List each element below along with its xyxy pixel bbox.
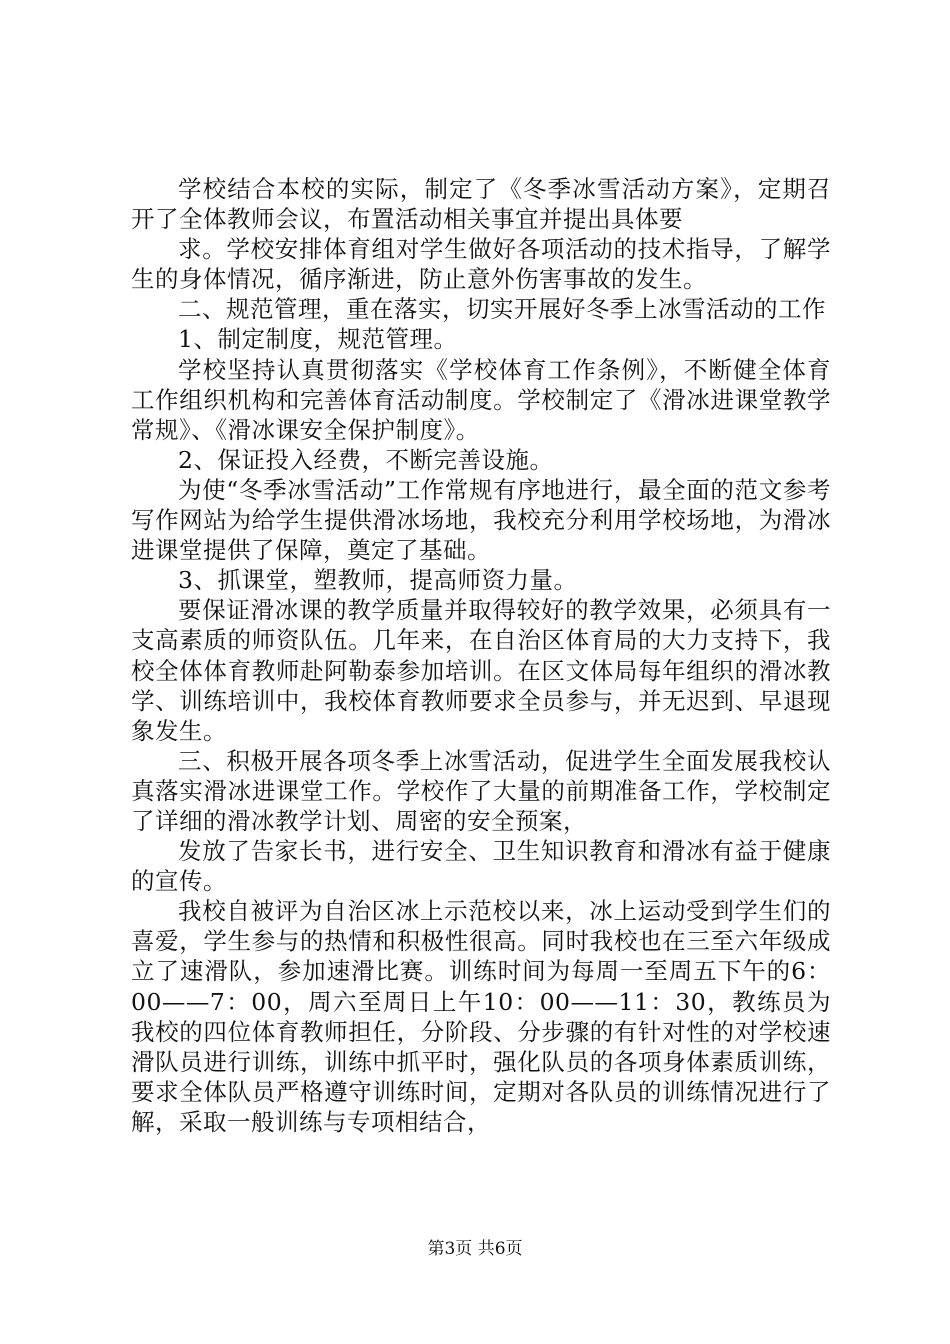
section-heading: 三、积极开展各项冬季上冰雪活动，促进学生全面发展我校认真落实滑冰进课堂工作。学校作了大量的前期准备工作，学校制定了详细的滑冰教学计划、周密的安全预案， xyxy=(131,746,831,835)
document-body xyxy=(131,174,831,1137)
paragraph: 要保证滑冰课的教学质量并取得较好的教学效果，必须具有一支高素质的师资队伍。几年来，在自治区体育局的大力支持下，我校全体体育教师赴阿勒泰参加培训。在区文体局每年组织的滑冰教学、训练培训中，我校体育教师要求全员参与，并无迟到、早退现象发生。 xyxy=(131,596,831,745)
paragraph: 求。学校安排体育组对学生做好各项活动的技术指导，了解学生的身体情况，循序渐进，防止意外伤害事故的发生。 xyxy=(131,235,831,294)
subsection-heading: 3、抓课堂，塑教师，提高师资力量。 xyxy=(178,566,578,595)
paragraph: 为使“冬季冰雪活动”工作常规有序地进行，最全面的范文参考写作网站为给学生提供滑冰场地，我校充分利用学校场地，为滑冰进课堂提供了保障，奠定了基础。 xyxy=(131,475,831,565)
page-number-footer: 第3页 共6页 xyxy=(427,1239,523,1259)
paragraph: 发放了告家长书，进行安全、卫生知识教育和滑冰有益于健康的宣传。 xyxy=(131,837,831,896)
subsection-heading: 1、制定制度，规范管理。 xyxy=(178,325,458,354)
paragraph: 学校坚持认真贯彻落实《学校体育工作条例》，不断健全体育工作组织机构和完善体育活动制度。学校制定了《滑冰进课堂教学常规》、《滑冰课安全保护制度》。 xyxy=(131,355,831,444)
paragraph: 我校自被评为自治区冰上示范校以来，冰上运动受到学生们的喜爱，学生参与的热情和积极性很高。同时我校也在三至六年级成立了速滑队，参加速滑比赛。训练时间为每周一至周五下午的6：00——7：00，周六至周日上午10：00——11：30，教练员为我校的四位体育教师担任，分阶段、分步骤的有针对性的对学校速滑队员进行训练，训练中抓平时，强化队员的各项身体素质训练，要求全体队员严格遵守训练时间，定期对各队员的训练情况进行了解，采取一般训练与专项相结合， xyxy=(131,897,831,1136)
section-heading: 二、规范管理，重在落实，切实开展好冬季上冰雪活动的工作 xyxy=(178,295,826,324)
subsection-heading: 2、保证投入经费，不断完善设施。 xyxy=(178,445,554,474)
paragraph: 学校结合本校的实际，制定了《冬季冰雪活动方案》，定期召开了全体教师会议，布置活动相关事宜并提出具体要 xyxy=(131,175,831,234)
